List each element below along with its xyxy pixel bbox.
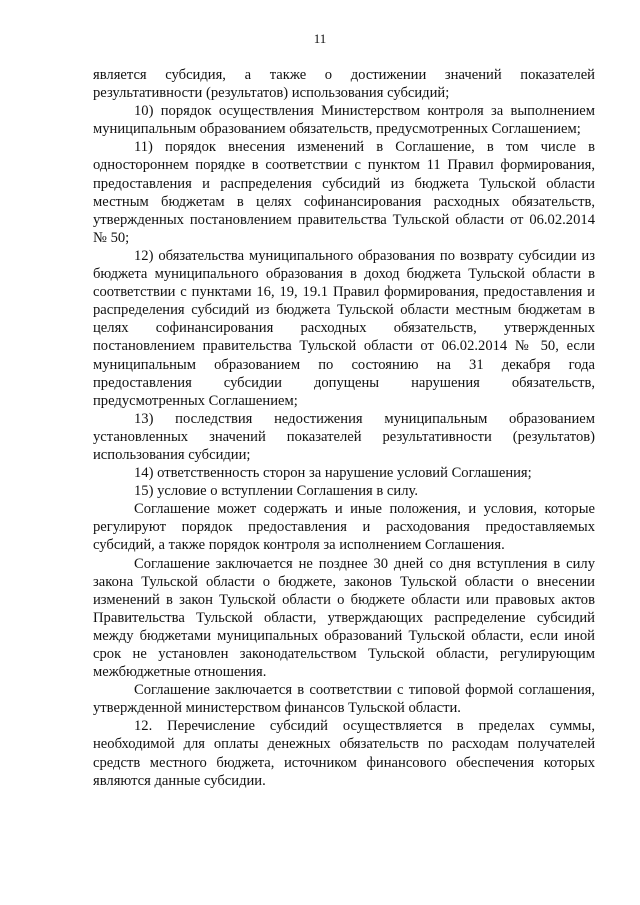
paragraph-item-15: 15) условие о вступлении Соглашения в силу. <box>134 483 418 500</box>
paragraph-item-11: 11) порядок внесения изменений в Соглашение, в том числе в одностороннем порядке в соответствии с пунктом 11 Правил формирования, предоставления и распределения субсидий из бюджета Тульской области местным бюджетам в целях софинансирования расходных обязательств, утвержденных постановлением правительства Тульской области от 06.02.2014 № 50; <box>93 139 595 246</box>
paragraph-continuation: является субсидия, а также о достижении значений показателей результативности (результатов) использования субсидий; <box>93 67 595 102</box>
paragraph-standard-form: Соглашение заключается в соответствии с типовой формой соглашения, утвержденной министерством финансов Тульской области. <box>93 682 595 717</box>
paragraph-other-provisions: Соглашение может содержать и иные положения, и условия, которые регулируют порядок предоставления и расходования предоставляемых субсидий, а также порядок контроля за исполнением Соглашения. <box>93 501 595 554</box>
page-number: 11 <box>313 31 327 46</box>
paragraph-item-13: 13) последствия недостижения муниципальным образованием установленных значений показателей результативности (результатов) использования субсидии; <box>93 410 595 463</box>
paragraph-item-14: 14) ответственность сторон за нарушение условий Соглашения; <box>134 465 532 482</box>
document-body <box>93 66 595 790</box>
paragraph-item-10: 10) порядок осуществления Министерством контроля за выполнением муниципальным образованием обязательств, предусмотренных Соглашением; <box>93 103 595 138</box>
paragraph-conclusion-deadline: Соглашение заключается не позднее 30 дней со дня вступления в силу закона Тульской области о бюджете, законов Тульской области о внесении изменений в закон Тульской области о бюджете области или правовых актов Правительства Тульской области, утверждающих распределение субсидий между бюджетами муниципальных образований Тульской области, если иной срок не установлен законодательством Тульской области, регулирующим межбюджетные отношения. <box>93 555 595 681</box>
paragraph-section-12: 12. Перечисление субсидий осуществляется в пределах суммы, необходимой для оплаты денежных обязательств по расходам получателей средств местного бюджета, источником финансового обеспечения которых являются данные субсидии. <box>93 718 595 789</box>
paragraph-item-12: 12) обязательства муниципального образования по возврату субсидии из бюджета муниципального образования в доход бюджета Тульской области в соответствии с пунктами 16, 19, 19.1 Правил формирования, предоставления и распределения субсидий из бюджета Тульской области местным бюджетам в целях софинансирования расходных обязательств, утвержденных постановлением правительства Тульской области от 06.02.2014 № 50, если муниципальным образованием по состоянию на 31 декабря года предоставления субсидии допущены нарушения обязательств, предусмотренных Соглашением; <box>93 247 595 409</box>
